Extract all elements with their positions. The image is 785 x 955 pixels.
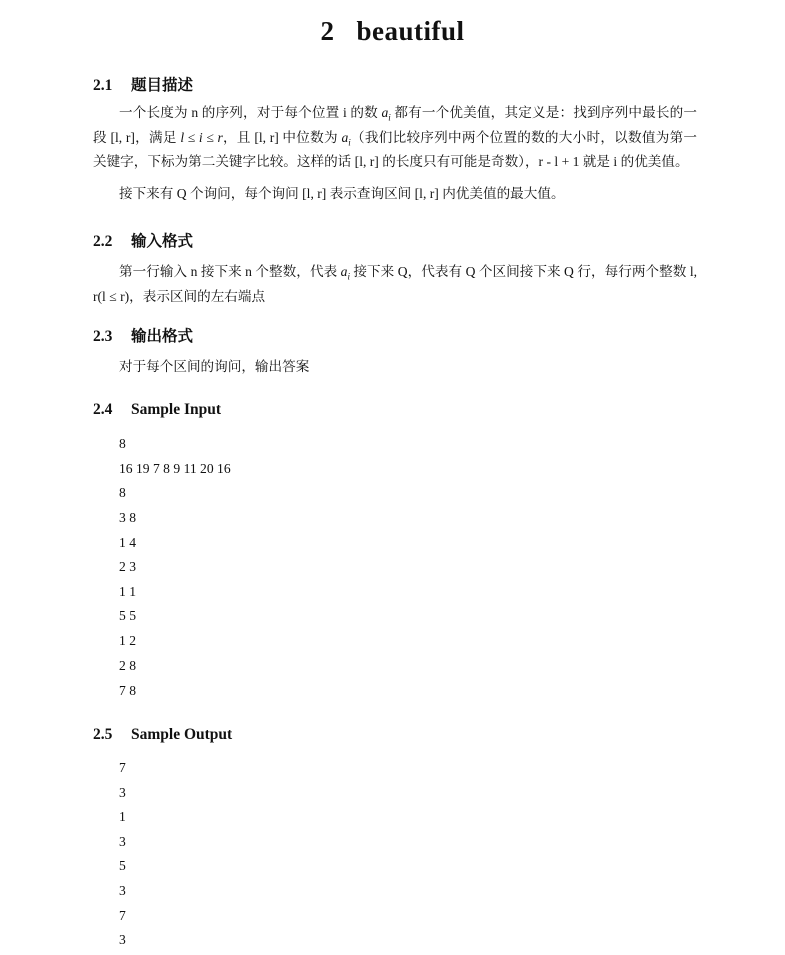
title-text: beautiful — [356, 16, 465, 46]
sample-input-line: 3 8 — [119, 510, 136, 525]
sample-output-line: 3 — [119, 785, 126, 800]
sample-output-line: 3 — [119, 834, 126, 849]
sample-output-line: 3 — [119, 883, 126, 898]
sample-input-line: 5 5 — [119, 608, 136, 623]
output-format-paragraph: 对于每个区间的询问，输出答案 — [119, 359, 310, 374]
sample-output-line: 3 — [119, 932, 126, 947]
sample-output-line: 7 — [119, 760, 126, 775]
sample-input-line: 8 — [119, 485, 126, 500]
description-paragraph-2: 接下来有 Q 个询问，每个询问 [l, r] 表示查询区间 [l, r] 内优美值的最大值。 — [119, 186, 565, 201]
section-heading-output-format: 2.3 输出格式 — [93, 328, 194, 345]
section-heading-input-format: 2.2 输入格式 — [93, 233, 194, 250]
sample-output-line: 7 — [119, 908, 126, 923]
sample-input-line: 1 1 — [119, 584, 136, 599]
sample-input-line: 7 8 — [119, 683, 136, 698]
page-title — [0, 16, 785, 47]
section-heading-description: 2.1 题目描述 — [93, 77, 194, 94]
sample-input-line: 8 — [119, 436, 126, 451]
sample-input-line: 1 4 — [119, 535, 136, 550]
section-heading-sample-input: 2.4 Sample Input — [93, 401, 222, 418]
sample-input-line: 16 19 7 8 9 11 20 16 — [119, 461, 231, 476]
title-number: 2 — [320, 16, 335, 46]
sample-input-line: 1 2 — [119, 633, 136, 648]
sample-output-line: 5 — [119, 858, 126, 873]
sample-input-line: 2 8 — [119, 658, 136, 673]
sample-input-line: 2 3 — [119, 559, 136, 574]
section-heading-sample-output: 2.5 Sample Output — [93, 726, 233, 743]
description-paragraph-1: 一个长度为 n 的序列，对于每个位置 i 的数 $a_i$ 都有一个优美值，其定义是：找到序列中最长的一段 [l, r]，满足 l ≤ i ≤ r，且 [l, r] 中位数为 $a_i$（我们比较序列中两个位置的数的大小时，以数值为第一关键字，下标为第二关键字比较。这样的话 [l, r] 的长度只有可能是奇数），r - l + 1 就是 i 的优美值。 — [93, 105, 698, 170]
input-format-paragraph: 第一行输入 n 接下来 n 个整数，代表 $a_i$ 接下来 Q，代表有 Q 个区间接下来 Q 行，每行两个整数 l, r(l ≤ r)，表示区间的左右端点 — [93, 264, 697, 304]
sample-output-line: 1 — [119, 809, 126, 824]
